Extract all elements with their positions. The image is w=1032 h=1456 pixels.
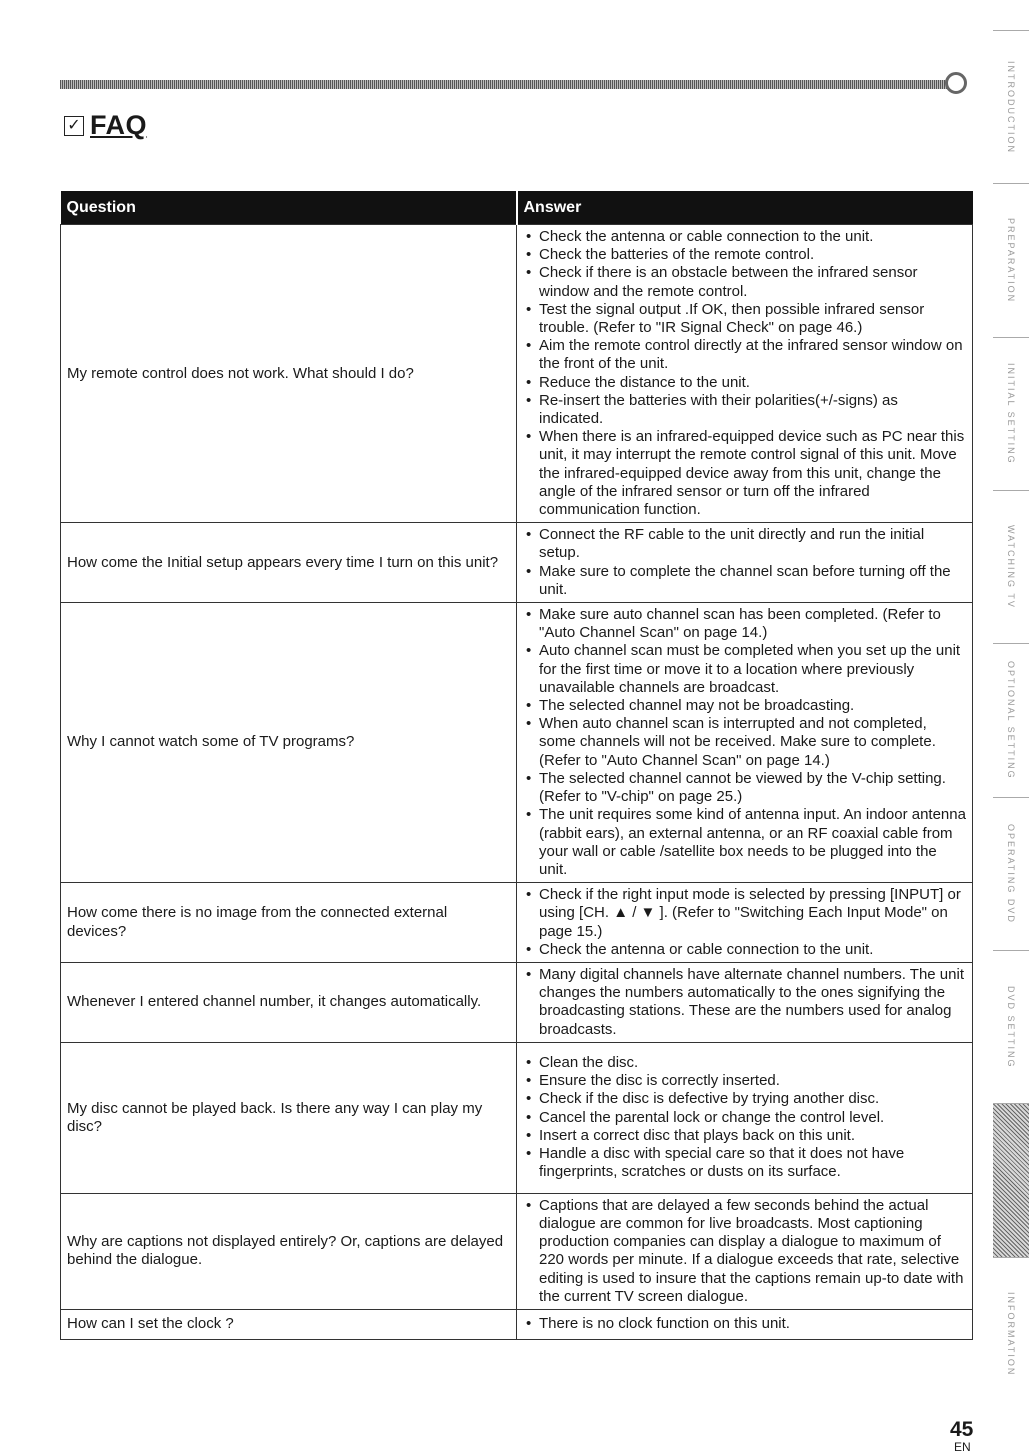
answer-item: • Auto channel scan must be completed when you set up the unit for the first time or move it to a location where previously unavailable channels are broadcast.	[523, 642, 966, 697]
answer-item: • Handle a disc with special care so that it does not have fingerprints, scratches or dusts on its surface.	[523, 1145, 966, 1181]
answer-cell	[517, 523, 973, 603]
answer-cell	[517, 225, 973, 523]
table-row	[61, 1193, 973, 1309]
answer-item: • Check the batteries of the remote control.	[523, 246, 966, 264]
answer-list	[523, 1315, 966, 1333]
answer-item: • The selected channel cannot be viewed by the V-chip setting. (Refer to "V-chip" on page 25.)	[523, 770, 966, 806]
answer-item: • Check if there is an obstacle between the infrared sensor window and the remote control.	[523, 264, 966, 300]
side-tab: OPERATING DVD	[993, 797, 1029, 950]
side-tab: WATCHING TV	[993, 490, 1029, 643]
answer-item: • The unit requires some kind of antenna input. An indoor antenna (rabbit ears), an external antenna, or an RF coaxial cable from your wall or cable /satellite box needs to be plugged into the unit.	[523, 806, 966, 879]
answer-item: • Check the antenna or cable connection to the unit.	[523, 228, 966, 246]
answer-list	[523, 1197, 966, 1306]
section-side-tabs	[993, 30, 1029, 1410]
answer-item: • Make sure auto channel scan has been completed. (Refer to "Auto Channel Scan" on page 14.)	[523, 606, 966, 642]
answer-item: • Check if the disc is defective by trying another disc.	[523, 1090, 966, 1108]
answer-cell	[517, 883, 973, 963]
answer-item: • Reduce the distance to the unit.	[523, 374, 966, 392]
answer-item: • Re-insert the batteries with their polarities(+/-signs) as indicated.	[523, 392, 966, 428]
column-header-answer: Answer	[517, 191, 973, 225]
side-tab: INITIAL SETTING	[993, 337, 1029, 490]
table-row	[61, 1309, 973, 1339]
column-header-question: Question	[61, 191, 517, 225]
answer-item: • Aim the remote control directly at the infrared sensor window on the front of the unit.	[523, 337, 966, 373]
answer-list	[523, 606, 966, 879]
table-row	[61, 603, 973, 883]
side-tab: INTRODUCTION	[993, 30, 1029, 183]
answer-list	[523, 228, 966, 519]
faq-table	[60, 191, 973, 1340]
page-title: FAQ	[90, 110, 148, 140]
header-rule	[60, 80, 953, 89]
side-tab: DVD SETTING	[993, 950, 1029, 1103]
answer-item: • Test the signal output .If OK, then possible infrared sensor trouble. (Refer to "IR Signal Check" on page 46.)	[523, 301, 966, 337]
answer-item: • When auto channel scan is interrupted and not completed, some channels will not be received. Make sure to complete. (Refer to "Auto Channel Scan" on page 14.)	[523, 715, 966, 770]
answer-item: • Make sure to complete the channel scan before turning off the unit.	[523, 563, 966, 599]
answer-cell	[517, 1193, 973, 1309]
question-cell: Why I cannot watch some of TV programs?	[61, 603, 517, 883]
checkbox-checked-icon: ✓	[64, 116, 84, 136]
answer-list	[523, 966, 966, 1039]
answer-item: • Cancel the parental lock or change the control level.	[523, 1109, 966, 1127]
answer-item: • Ensure the disc is correctly inserted.	[523, 1072, 966, 1090]
answer-item: • The selected channel may not be broadcasting.	[523, 697, 966, 715]
table-row	[61, 225, 973, 523]
question-cell: Whenever I entered channel number, it changes automatically.	[61, 962, 517, 1042]
answer-item: • Captions that are delayed a few seconds behind the actual dialogue are common for live broadcasts. Most captioning production companies can display a dialogue to maximum of 220 words per minute. If a dialogue exceeds that rate, selective editing is used to insure that the captions remain up-to date with the current TV screen dialogue.	[523, 1197, 966, 1306]
question-cell: My disc cannot be played back. Is there any way I can play my disc?	[61, 1042, 517, 1193]
header-circle-ornament	[945, 72, 967, 94]
answer-item: • When there is an infrared-equipped device such as PC near this unit, it may interrupt the remote control signal of this unit. Move the infrared-equipped device away from this unit, change the angle of the infrared sensor or turn off the infrared communication function.	[523, 428, 966, 519]
table-row	[61, 523, 973, 603]
question-cell: How come there is no image from the connected external devices?	[61, 883, 517, 963]
side-tab: INFORMATION	[993, 1257, 1029, 1410]
question-cell: How come the Initial setup appears every time I turn on this unit?	[61, 523, 517, 603]
table-header-row	[61, 191, 973, 225]
table-row	[61, 883, 973, 963]
answer-cell	[517, 1042, 973, 1193]
answer-list	[523, 526, 966, 599]
page-number: 45	[950, 1418, 974, 1441]
question-cell: My remote control does not work. What should I do?	[61, 225, 517, 523]
answer-cell	[517, 962, 973, 1042]
answer-item: • There is no clock function on this unit.	[523, 1315, 966, 1333]
answer-item: • Connect the RF cable to the unit directly and run the initial setup.	[523, 526, 966, 562]
answer-item: • Check if the right input mode is selected by pressing [INPUT] or using [CH. ▲ / ▼ ]. (Refer to "Switching Each Input Mode" on page 15.)	[523, 886, 966, 941]
question-cell: Why are captions not displayed entirely? Or, captions are delayed behind the dialogue.	[61, 1193, 517, 1309]
answer-list	[523, 1054, 966, 1181]
table-row	[61, 1042, 973, 1193]
answer-item: • Many digital channels have alternate channel numbers. The unit changes the numbers automatically to the ones signifying the broadcasting stations. These are the numbers used for analog broadcasts.	[523, 966, 966, 1039]
answer-cell	[517, 1309, 973, 1339]
answer-list	[523, 886, 966, 959]
side-tab: OPTIONAL SETTING	[993, 643, 1029, 796]
question-cell: How can I set the clock ?	[61, 1309, 517, 1339]
answer-item: • Insert a correct disc that plays back on this unit.	[523, 1127, 966, 1145]
page-header	[64, 110, 147, 141]
side-tab: PREPARATION	[993, 183, 1029, 336]
answer-item: • Check the antenna or cable connection to the unit.	[523, 941, 966, 959]
page-language: EN	[954, 1440, 971, 1454]
side-tab-active	[993, 1103, 1029, 1256]
answer-item: • Clean the disc.	[523, 1054, 966, 1072]
answer-cell	[517, 603, 973, 883]
table-row	[61, 962, 973, 1042]
